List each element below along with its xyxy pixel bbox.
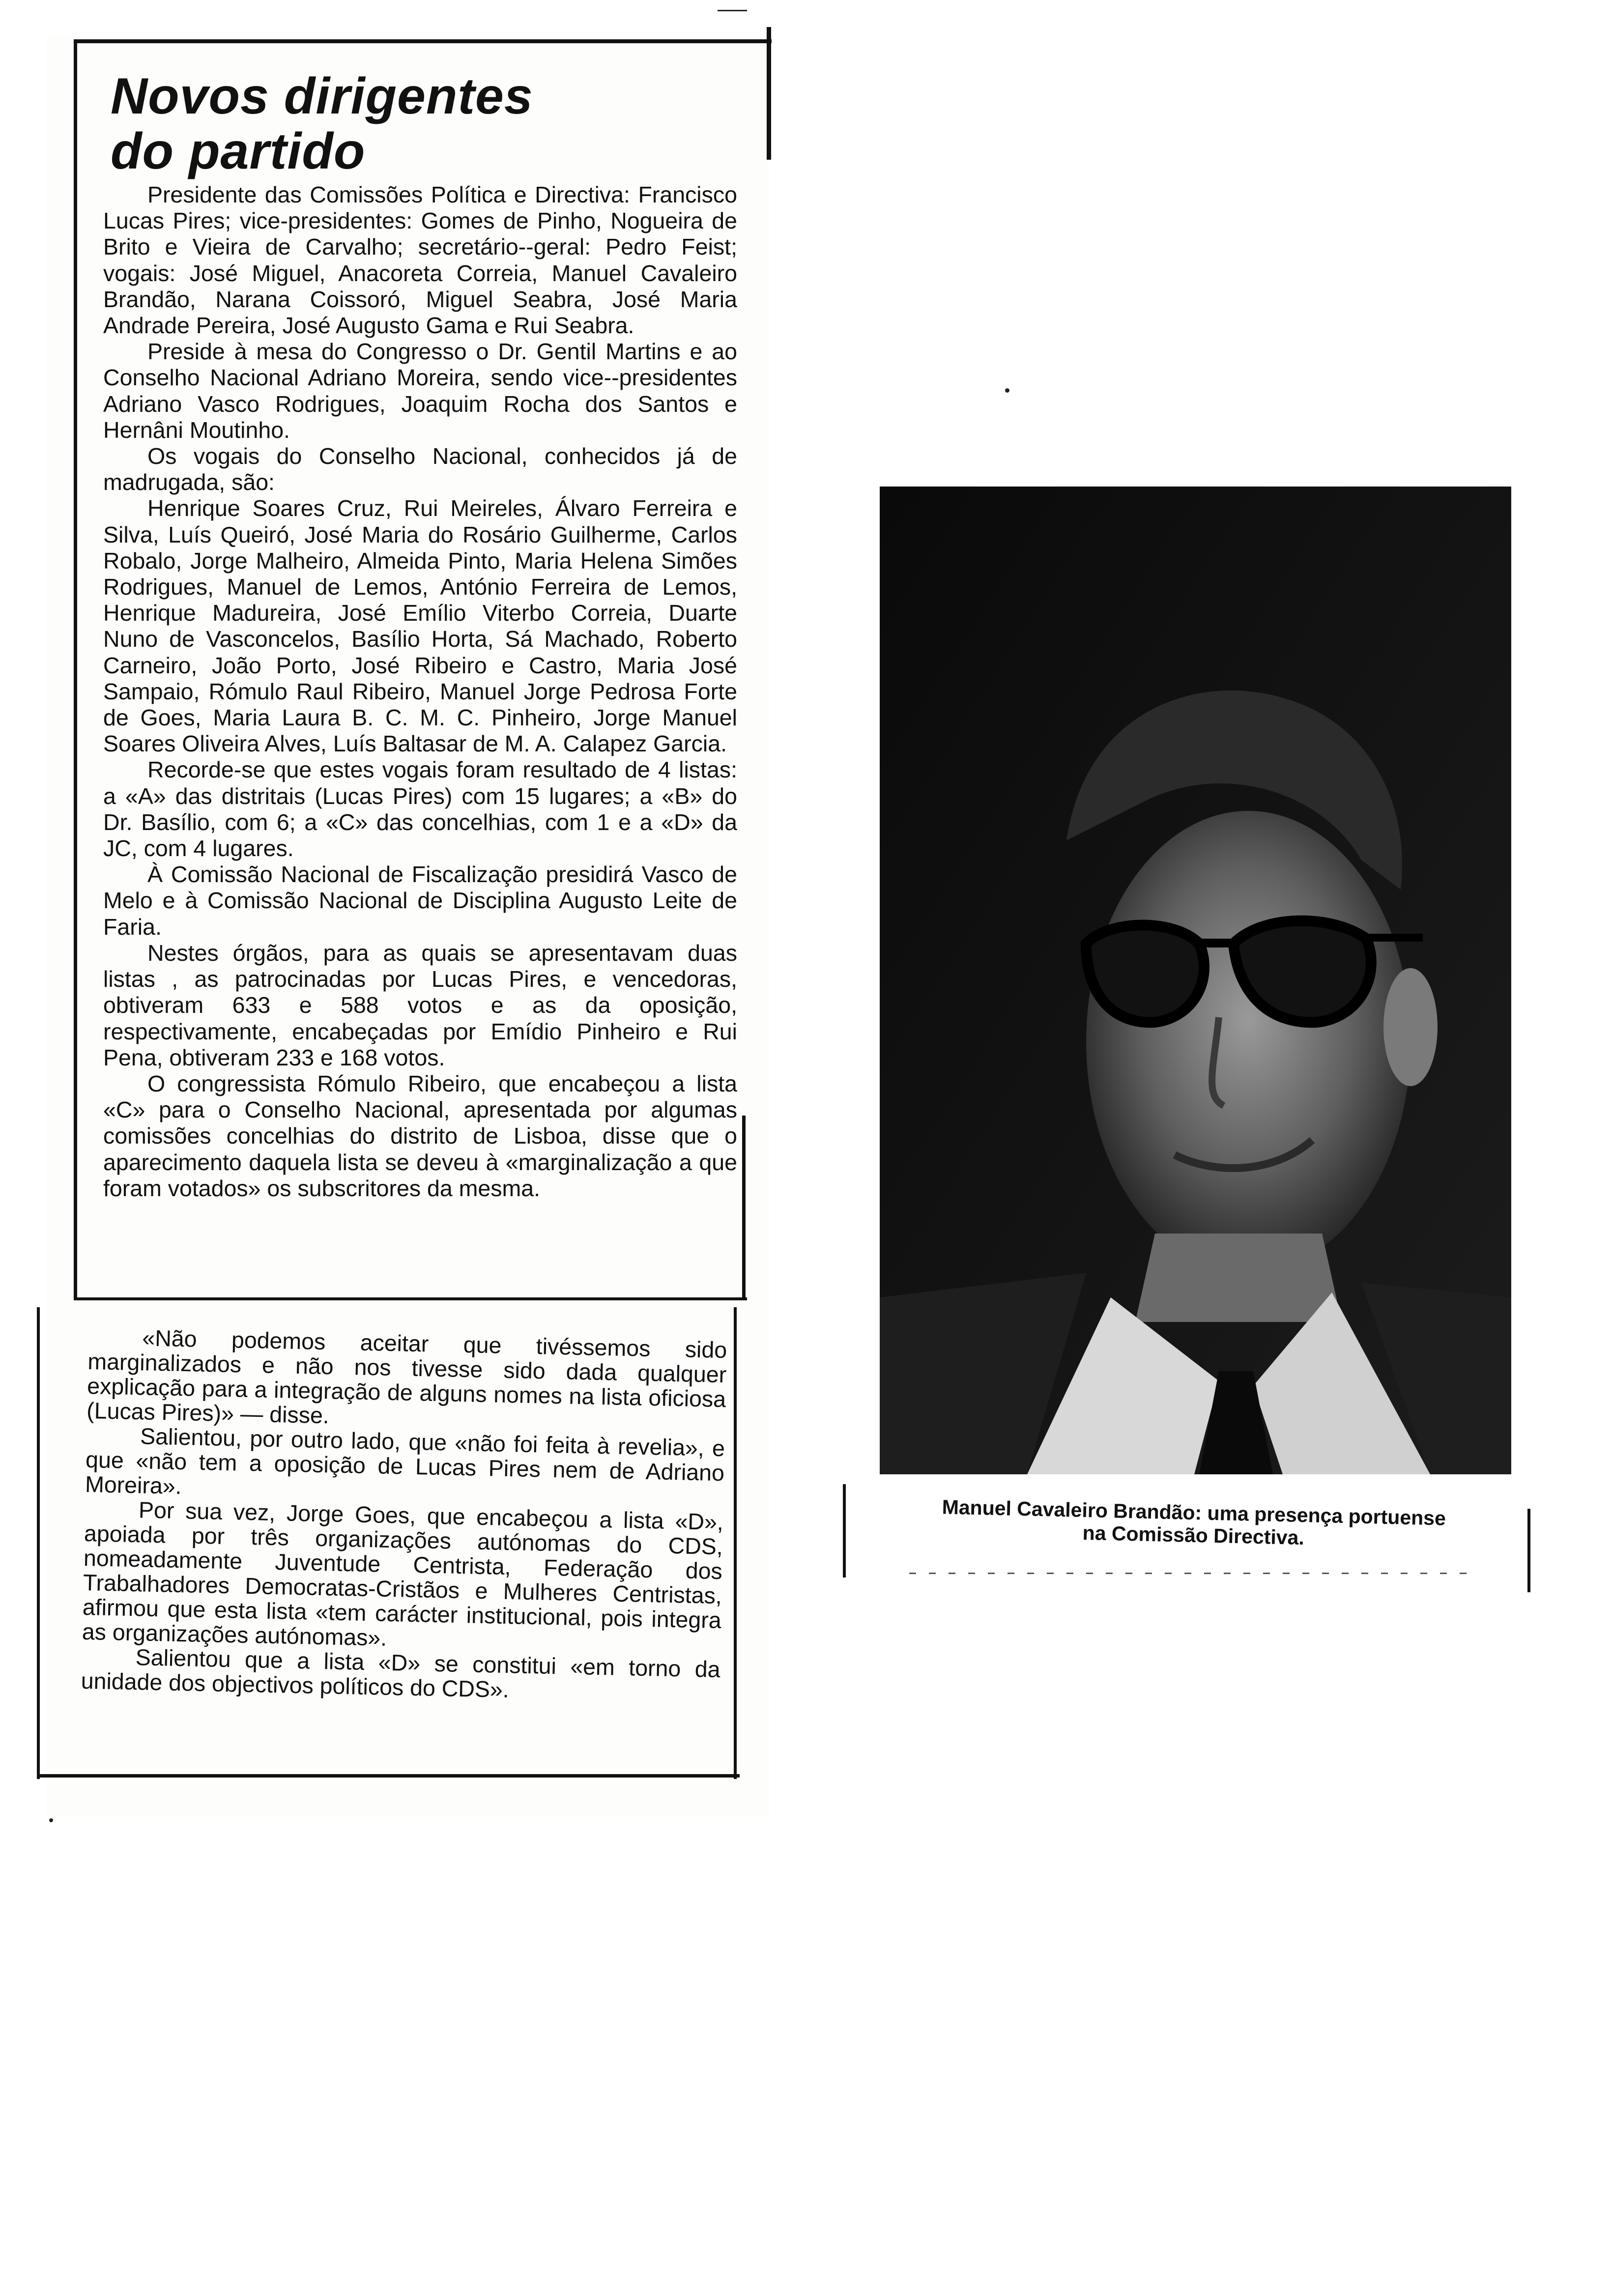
article-paragraph: «Não podemos aceitar que tivéssemos sido marginalizados e não nos tivesse sido dada qualquer explicação para a integração de alguns nomes na lista oficiosa (Lucas Pires)» — disse. bbox=[86, 1325, 727, 1429]
clipping-border-right-bottom bbox=[734, 1307, 737, 1779]
caption-line-2: na Comissão Directiva. bbox=[1082, 1521, 1305, 1550]
headline-line-1: Novos dirigentes bbox=[111, 68, 533, 125]
article-paragraph: Nestes órgãos, para as quais se apresentavam duas listas , as patrocinadas por Lucas Pires, e vencedoras, obtiveram 633 e 588 votos e as da oposição, respectivamente, encabeçadas por Emídio Pinheiro e Rui Pena, obtiveram 233 e 168 votos. bbox=[103, 940, 737, 1070]
article-body bbox=[103, 182, 737, 1202]
portrait-photo bbox=[880, 487, 1511, 1474]
article-paragraph: À Comissão Nacional de Fiscalização presidirá Vasco de Melo e à Comissão Nacional de Disciplina Augusto Leite de Faria. bbox=[103, 861, 737, 940]
clipping-border-middle bbox=[74, 1297, 747, 1300]
caption-border-right bbox=[1527, 1509, 1530, 1592]
article-paragraph: Preside à mesa do Congresso o Dr. Gentil Martins e ao Conselho Nacional Adriano Moreira, sendo vice--presidentes Adriano Vasco Rodrigues, Joaquim Rocha dos Santos e Hernâni Moutinho. bbox=[103, 339, 737, 443]
clipping-border-bottom bbox=[37, 1774, 740, 1778]
scan-speck bbox=[1005, 388, 1009, 393]
portrait-photo-drawing bbox=[880, 487, 1511, 1474]
article-paragraph: Presidente das Comissões Política e Directiva: Francisco Lucas Pires; vice-presidentes: Gomes de Pinho, Nogueira de Brito e Vieira de Carvalho; secretário--geral: Pedro Feist; vogais: José Miguel, Anacoreta Correia, Manuel Cavaleiro Brandão, Narana Coissoró, Miguel Seabra, José Maria Andrade Pereira, José Augusto Gama e Rui Seabra. bbox=[103, 182, 737, 339]
clipping-border-right bbox=[767, 27, 771, 160]
article-paragraph: Recorde-se que estes vogais foram resultado de 4 listas: a «A» das distritais (Lucas Pires) com 15 lugares; a «B» do Dr. Basílio, com 6; a «C» das concelhias, com 1 e a «D» da JC, com 4 lugares. bbox=[103, 757, 737, 861]
article-headline bbox=[111, 69, 749, 179]
scan-mark bbox=[718, 10, 747, 11]
article-paragraph: Henrique Soares Cruz, Rui Meireles, Álvaro Ferreira e Silva, Luís Queiró, José Maria do Rosário Guilherme, Carlos Robalo, Jorge Malheiro, Almeida Pinto, Maria Helena Simões Rodrigues, Manuel de Lemos, António Ferreira de Lemos, Henrique Madureira, José Emílio Viterbo Correia, Duarte Nuno de Vasconcelos, Basílio Horta, Sá Machado, Roberto Carneiro, João Porto, José Ribeiro e Castro, Maria José Sampaio, Rómulo Raul Ribeiro, Manuel Jorge Pedrosa Forte de Goes, Maria Laura B. C. M. C. Pinheiro, Jorge Manuel Soares Oliveira Alves, Luís Baltasar de M. A. Calapez Garcia. bbox=[103, 495, 737, 757]
article-paragraph: Os vogais do Conselho Nacional, conhecidos já de madrugada, são: bbox=[103, 443, 737, 495]
headline-line-2: do partido bbox=[111, 123, 366, 180]
article-paragraph: O congressista Rómulo Ribeiro, que encabeçou a lista «C» para o Conselho Nacional, apresentada por algumas comissões concelhias do distrito de Lisboa, disse que o aparecimento daquela lista se deveu à «marginalização a que foram votados» os subscritores da mesma. bbox=[103, 1070, 737, 1201]
article-paragraph: Salientou, por outro lado, que «não foi feita à revelia», e que «não tem a oposição de Lucas Pires nem de Adriano Moreira». bbox=[85, 1423, 725, 1499]
clipping-border-left-lower bbox=[37, 1307, 40, 1779]
photo-caption bbox=[869, 1494, 1519, 1554]
article-paragraph: Por sua vez, Jorge Goes, que encabeçou a lista «D», apoiada por três organizações autónomas do CDS, nomeadamente Juventude Centrista, Federação dos Trabalhadores Democratas-Cristãos e Mulheres Centristas, afirmou que esta lista «tem carácter institucional, pois integra as organizações autónomas». bbox=[82, 1497, 724, 1651]
article-paragraph: Salientou que a lista «D» se constitui «em torno da unidade dos objectivos políticos do CDS». bbox=[81, 1644, 721, 1703]
clipping-border-left bbox=[74, 39, 77, 1297]
clipping-border-right-lower bbox=[742, 1116, 746, 1297]
caption-edge bbox=[909, 1573, 1474, 1574]
scan-speck bbox=[49, 1818, 53, 1822]
clipping-border-top bbox=[74, 39, 772, 43]
caption-line-1: Manuel Cavaleiro Brandão: uma presença portuense bbox=[942, 1495, 1446, 1530]
caption-border-left bbox=[843, 1484, 846, 1578]
article-body-continued bbox=[81, 1324, 727, 1706]
